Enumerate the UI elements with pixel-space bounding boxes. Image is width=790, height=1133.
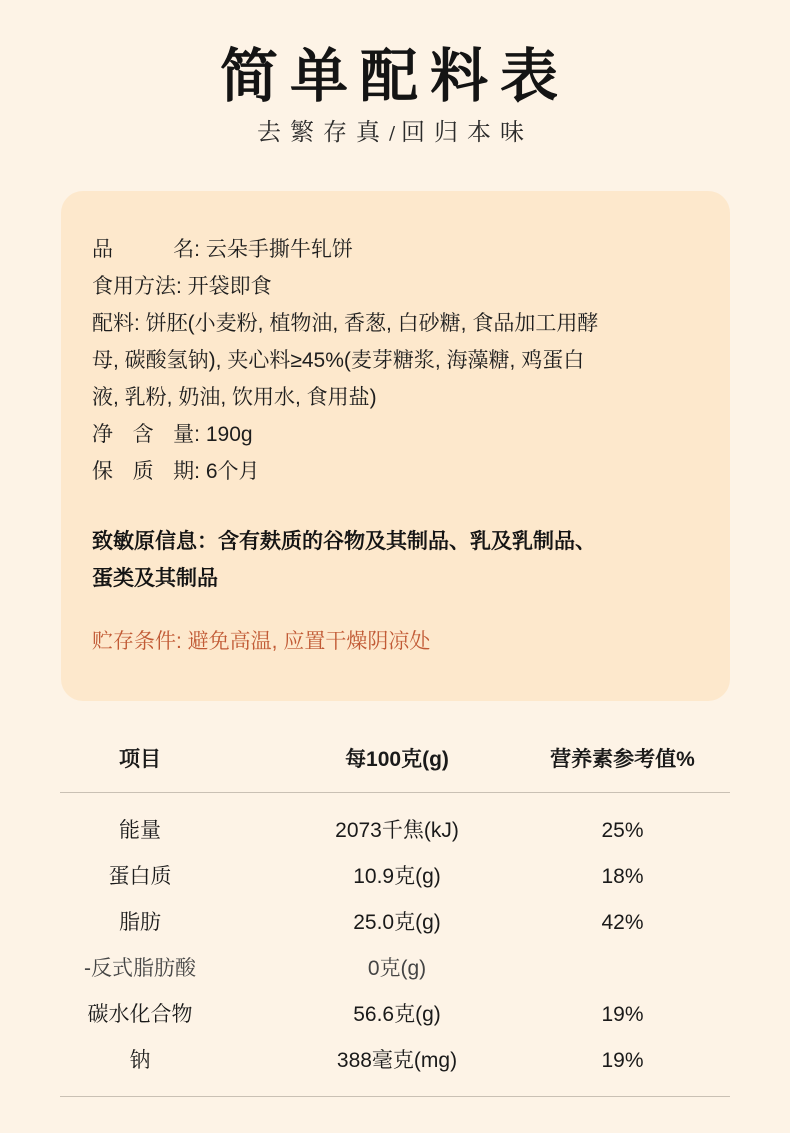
usage-row bbox=[92, 268, 722, 305]
page-subtitle bbox=[0, 116, 790, 150]
nutrient-per100g: 25.0克(g) bbox=[353, 911, 441, 934]
shelf-life-value: 6个月 bbox=[200, 460, 260, 483]
allergen-line-2: 蛋类及其制品 bbox=[92, 567, 218, 590]
nutrient-name: 蛋白质 bbox=[108, 865, 172, 888]
header-nrv: 营养素参考值% bbox=[550, 748, 695, 771]
nutrient-per100g: 10.9克(g) bbox=[353, 865, 441, 888]
nutrient-per100g: 0克(g) bbox=[367, 957, 427, 980]
table-row bbox=[60, 946, 730, 992]
nutrient-name: -反式脂肪酸 bbox=[84, 957, 196, 980]
nutrient-name: 碳水化合物 bbox=[87, 1003, 193, 1026]
usage-label: 食用方法: bbox=[92, 275, 182, 298]
nutrient-per100g: 56.6克(g) bbox=[353, 1003, 441, 1026]
product-name-label: 品 名: bbox=[92, 238, 200, 261]
ingredients-line-3: 液, 乳粉, 奶油, 饮用水, 食用盐) bbox=[92, 386, 377, 409]
subtitle-separator: / bbox=[388, 123, 396, 144]
table-divider-bottom bbox=[60, 1096, 730, 1097]
page-title: 简单配料表 bbox=[219, 42, 570, 110]
product-name-row bbox=[92, 231, 722, 268]
usage-value: 开袋即食 bbox=[181, 275, 272, 298]
shelf-life-row bbox=[92, 453, 722, 490]
table-row bbox=[60, 1038, 730, 1084]
nutrient-nrv: 19% bbox=[601, 1049, 644, 1072]
subtitle-right: 回归本味 bbox=[401, 118, 534, 146]
net-content-value: 190g bbox=[200, 423, 253, 446]
product-name-value: 云朵手撕牛轧饼 bbox=[200, 238, 353, 261]
nutrient-nrv: 19% bbox=[601, 1003, 644, 1026]
nutrient-nrv: 18% bbox=[601, 865, 644, 888]
table-row bbox=[60, 992, 730, 1038]
nutrient-nrv: 42% bbox=[601, 911, 644, 934]
nutrient-name: 钠 bbox=[129, 1049, 151, 1072]
net-content-label: 净 含 量: bbox=[92, 423, 200, 446]
net-content-row bbox=[92, 416, 722, 453]
ingredients-line-2: 母, 碳酸氢钠), 夹心料≥45%(麦芽糖浆, 海藻糖, 鸡蛋白 bbox=[92, 349, 585, 372]
nutrition-table-header bbox=[60, 740, 730, 780]
nutrient-nrv: 25% bbox=[601, 819, 644, 842]
product-info bbox=[92, 231, 722, 490]
table-row bbox=[60, 854, 730, 900]
nutrient-name: 能量 bbox=[119, 819, 161, 842]
table-divider-top bbox=[60, 792, 730, 793]
table-row bbox=[60, 900, 730, 946]
ingredients-line-1: 配料: 饼胚(小麦粉, 植物油, 香葱, 白砂糖, 食品加工用酵 bbox=[92, 312, 599, 335]
shelf-life-label: 保 质 期: bbox=[92, 460, 200, 483]
header-per100g: 每100克(g) bbox=[345, 748, 449, 771]
nutrient-per100g: 2073千焦(kJ) bbox=[335, 819, 459, 842]
allergen-line-1: 致敏原信息：含有麸质的谷物及其制品、乳及乳制品、 bbox=[92, 530, 596, 553]
subtitle-left: 去繁存真 bbox=[256, 118, 389, 146]
allergen-info bbox=[92, 523, 722, 597]
header-item: 项目 bbox=[119, 748, 161, 771]
nutrient-per100g: 388毫克(mg) bbox=[336, 1049, 458, 1072]
nutrient-name: 脂肪 bbox=[119, 911, 161, 934]
storage-conditions: 贮存条件: 避免高温, 应置干燥阴凉处 bbox=[92, 630, 431, 653]
table-row bbox=[60, 808, 730, 854]
nutrition-table bbox=[60, 808, 730, 1084]
